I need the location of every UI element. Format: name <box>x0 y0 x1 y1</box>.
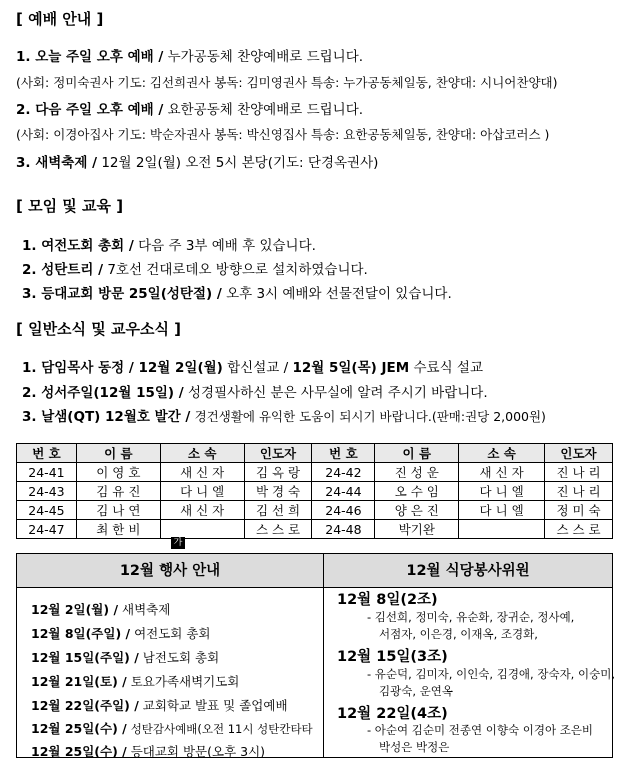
roster-row <box>17 520 613 539</box>
meetings-item-2-label: 2. 성탄트리 / <box>22 262 104 278</box>
roster-cell: 24-41 <box>17 463 77 482</box>
roster-cell: 진 성 운 <box>375 463 459 482</box>
roster-cell: 박 경 숙 <box>244 482 312 501</box>
roster-header-cell: 소 속 <box>160 444 244 463</box>
roster-header-cell: 인도자 <box>545 444 613 463</box>
event-item <box>31 600 170 618</box>
events-heading: 12월 행사 안내 <box>17 554 323 588</box>
roster-cell: 다 니 엘 <box>459 501 545 520</box>
roster-header-cell: 번 호 <box>17 444 77 463</box>
worship-item-1-text: 누가공동체 찬양예배로 드립니다. <box>167 49 364 65</box>
roster-cell: 24-42 <box>312 463 375 482</box>
kitchen-group-names <box>367 609 574 643</box>
worship-item-2-detail: (사회: 이경아집사 기도: 박순자권사 봉독: 박신영집사 특송: 요한공동체일동, 찬양대: 아삽코러스 ) <box>16 127 550 142</box>
roster-cell: 김 유 진 <box>76 482 160 501</box>
bottom-info-box <box>16 553 613 758</box>
roster-cell: 24-44 <box>312 482 375 501</box>
news-item-1-label2: 12월 5일(목) JEM <box>292 360 410 376</box>
roster-row <box>17 501 613 520</box>
kitchen-names-line: 서점자, 이은경, 이재옥, 조경화, <box>379 627 538 641</box>
news-item-3-label: 3. 날샘(QT) 12월호 발간 / <box>22 409 191 425</box>
roster-cell: 김 옥 랑 <box>244 463 312 482</box>
roster-cell: 새 신 자 <box>160 501 244 520</box>
event-text: 교회학교 발표 및 졸업예배 <box>142 698 288 713</box>
roster-cell: 24-46 <box>312 501 375 520</box>
roster-cell: 최 한 비 <box>76 520 160 539</box>
news-item-3-text: 경건생활에 유익한 도움이 되시기 바랍니다.(판매:권당 2,000원) <box>194 409 546 424</box>
event-text: 등대교회 방문(오후 3시) <box>130 744 266 759</box>
event-date: 12월 25일(수) / <box>31 721 127 736</box>
roster-header-cell: 번 호 <box>312 444 375 463</box>
worship-heading: [ 예배 안내 ] <box>16 10 104 28</box>
worship-item-1-label: 1. 오늘 주일 오후 예배 / <box>16 49 164 65</box>
event-item <box>31 648 219 666</box>
worship-item-1 <box>16 45 363 65</box>
event-item <box>31 742 265 760</box>
news-item-1-text: 수료식 설교 <box>413 360 483 376</box>
kitchen-names-line: - 아순여 김순미 전종연 이향숙 이경아 조은비 <box>367 723 594 737</box>
kitchen-names-line: 김광숙, 운연옥 <box>379 684 453 698</box>
roster-cell: 이 영 호 <box>76 463 160 482</box>
roster-cell <box>160 520 244 539</box>
kitchen-group-title: 12월 22일(4조) <box>337 706 448 722</box>
kitchen-heading: 12월 식당봉사위원 <box>324 554 612 588</box>
kitchen-group-title: 12월 15일(3조) <box>337 649 448 665</box>
meetings-heading: [ 모임 및 교육 ] <box>16 197 124 215</box>
kitchen-group-names <box>367 722 593 756</box>
news-item-2-label: 2. 성서주일(12월 15일) / <box>22 385 184 401</box>
roster-cell: 김 나 연 <box>76 501 160 520</box>
news-item-1 <box>22 356 483 376</box>
worship-item-2 <box>16 98 363 118</box>
meetings-item-1-text: 다음 주 3부 예배 후 있습니다. <box>138 238 316 254</box>
roster-cell: 24-47 <box>17 520 77 539</box>
event-text: 남전도회 총회 <box>142 650 220 665</box>
kitchen-group-title: 12월 8일(2조) <box>337 592 438 608</box>
event-item <box>31 696 288 714</box>
kitchen-names-line: - 김선희, 정미숙, 유순화, 장귀순, 정사예, <box>367 610 575 624</box>
event-date: 12월 25일(수) / <box>31 744 127 759</box>
meetings-item-3-label: 3. 등대교회 방문 25일(성탄절) / <box>22 286 222 302</box>
worship-item-1-detail: (사회: 정미숙권사 기도: 김선희권사 봉독: 김미영권사 특송: 누가공동체일동, 찬양대: 시니어찬양대) <box>16 75 558 90</box>
roster-cell: 24-43 <box>17 482 77 501</box>
kitchen-names-line: - 유순덕, 김미자, 이인숙, 김경애, 장숙자, 이숭미, <box>367 667 615 681</box>
roster-cell: 스 스 로 <box>244 520 312 539</box>
roster-cell: 새 신 자 <box>160 463 244 482</box>
event-date: 12월 15일(주일) / <box>31 650 139 665</box>
roster-header-cell: 이 름 <box>375 444 459 463</box>
meetings-item-2 <box>22 258 368 278</box>
roster-cell: 김 선 희 <box>244 501 312 520</box>
event-item <box>31 719 313 737</box>
meetings-item-1 <box>22 234 316 254</box>
event-text: 여전도회 총회 <box>134 626 211 641</box>
meetings-item-3 <box>22 282 452 302</box>
roster-cell: 진 나 리 <box>545 463 613 482</box>
news-heading: [ 일반소식 및 교우소식 ] <box>16 320 182 338</box>
worship-item-2-label: 2. 다음 주일 오후 예배 / <box>16 102 164 118</box>
roster-cell: 정 미 숙 <box>545 501 613 520</box>
meetings-item-1-label: 1. 여전도회 총회 / <box>22 238 134 254</box>
news-item-1-mid: 합신설교 / <box>227 360 289 376</box>
kitchen-names-line: 박성은 박정은 <box>379 740 450 754</box>
roster-cell: 다 니 엘 <box>160 482 244 501</box>
event-text: 성탄감사예배(오전 11시 성탄칸타타 <box>130 722 313 736</box>
newcomer-roster-table <box>16 443 613 539</box>
event-date: 12월 2일(월) / <box>31 602 119 617</box>
event-date: 12월 22일(주일) / <box>31 698 139 713</box>
worship-item-3 <box>16 151 378 171</box>
event-text: 새벽축제 <box>122 602 171 617</box>
roster-header-cell: 이 름 <box>76 444 160 463</box>
box-divider <box>323 554 324 757</box>
roster-cell: 24-45 <box>17 501 77 520</box>
news-item-3 <box>22 405 546 425</box>
worship-item-3-text: 12월 2일(월) 오전 5시 본당(기도: 단경옥권사) <box>101 155 379 171</box>
news-item-1-label: 1. 담임목사 동정 / 12월 2일(월) <box>22 360 223 376</box>
kitchen-group-names <box>367 666 615 700</box>
event-date: 12월 8일(주일) / <box>31 626 131 641</box>
event-item <box>31 672 239 690</box>
roster-header-cell: 소 속 <box>459 444 545 463</box>
roster-cell: 진 나 리 <box>545 482 613 501</box>
meetings-item-2-text: 7호선 건대로데오 방향으로 설치하였습니다. <box>107 262 368 278</box>
edit-marker-badge: 가 <box>171 537 185 549</box>
roster-cell: 24-48 <box>312 520 375 539</box>
roster-cell <box>459 520 545 539</box>
roster-cell: 오 수 임 <box>375 482 459 501</box>
roster-header-row <box>17 444 613 463</box>
worship-item-2-text: 요한공동체 찬양예배로 드립니다. <box>167 102 364 118</box>
event-item <box>31 624 211 642</box>
news-item-2 <box>22 381 488 401</box>
event-date: 12월 21일(토) / <box>31 674 127 689</box>
roster-cell: 스 스 로 <box>545 520 613 539</box>
roster-cell: 박기완 <box>375 520 459 539</box>
news-item-2-text: 성경필사하신 분은 사무실에 알려 주시기 바랍니다. <box>188 385 488 401</box>
roster-cell: 다 니 엘 <box>459 482 545 501</box>
roster-header-cell: 인도자 <box>244 444 312 463</box>
worship-item-3-label: 3. 새벽축제 / <box>16 155 98 171</box>
roster-cell: 새 신 자 <box>459 463 545 482</box>
meetings-item-3-text: 오후 3시 예배와 선물전달이 있습니다. <box>226 286 452 302</box>
roster-row <box>17 463 613 482</box>
roster-row <box>17 482 613 501</box>
roster-cell: 양 은 진 <box>375 501 459 520</box>
event-text: 토요가족새벽기도회 <box>130 674 240 689</box>
